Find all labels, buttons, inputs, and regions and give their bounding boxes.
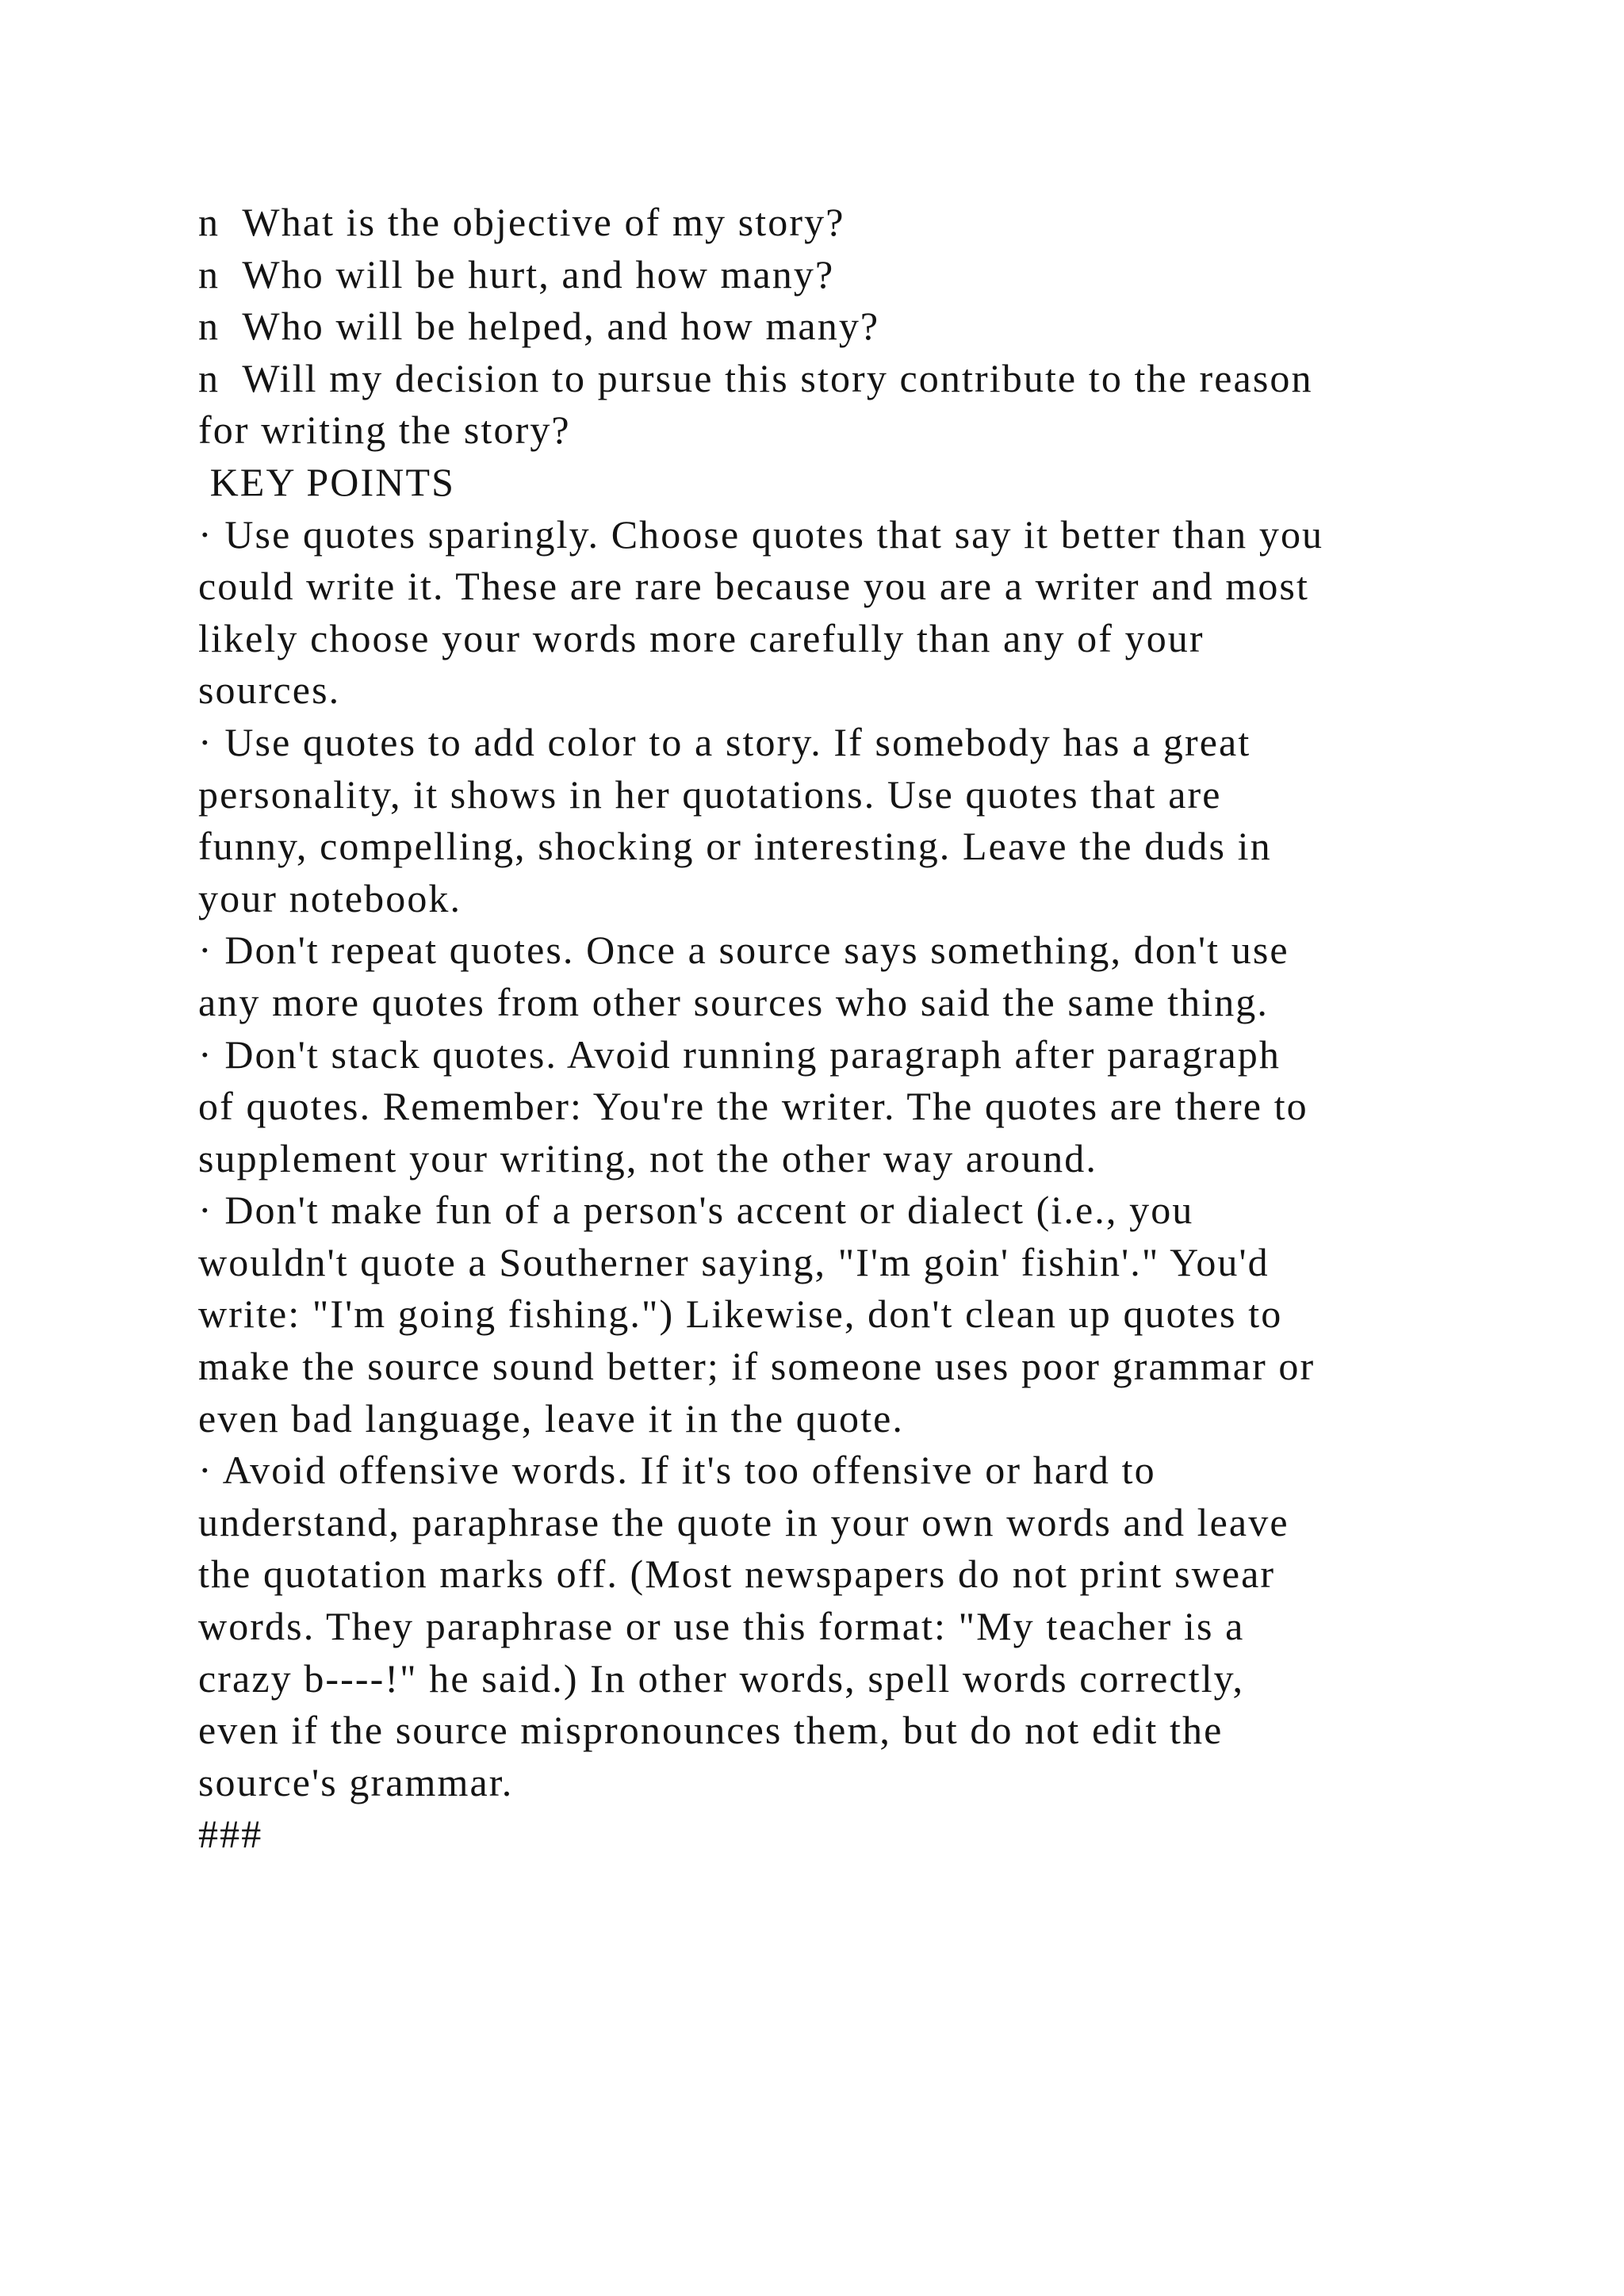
key-point-line: · Use quotes to add color to a story. If somebody has a great: [198, 719, 1251, 764]
key-point-line: source's grammar.: [198, 1759, 514, 1804]
key-point-line: could write it. These are rare because you are a writer and most: [198, 564, 1309, 609]
document-body: [198, 197, 1467, 1861]
key-point-line: any more quotes from other sources who said the same thing.: [198, 979, 1269, 1024]
key-point-line: words. They paraphrase or use this format: "My teacher is a: [198, 1604, 1245, 1649]
key-point-line: your notebook.: [198, 875, 462, 920]
key-point-line: sources.: [198, 668, 341, 713]
key-point-line: · Don't make fun of a person's accent or dialect (i.e., you: [198, 1188, 1194, 1233]
key-point-line: crazy b----!" he said.) In other words, spell words correctly,: [198, 1655, 1245, 1701]
section-heading-key-points: KEY POINTS: [198, 459, 456, 504]
question-item-objective: n What is the objective of my story?: [198, 200, 845, 244]
key-point-line: understand, paraphrase the quote in your own words and leave: [198, 1499, 1289, 1544]
question-item-decision-continued: for writing the story?: [198, 408, 571, 453]
key-point-line: the quotation marks off. (Most newspapers do not print swear: [198, 1552, 1276, 1597]
key-point-line: of quotes. Remember: You're the writer. The quotes are there to: [198, 1084, 1308, 1129]
key-point-line: · Don't repeat quotes. Once a source says something, don't use: [198, 928, 1289, 973]
key-point-line: likely choose your words more carefully than any of your: [198, 615, 1205, 660]
end-marker: ###: [198, 1812, 263, 1857]
key-point-line: personality, it shows in her quotations. Use quotes that are: [198, 771, 1222, 817]
key-point-line: wouldn't quote a Southerner saying, "I'm goin' fishin'." You'd: [198, 1239, 1270, 1284]
key-point-line: · Use quotes sparingly. Choose quotes that say it better than you: [198, 511, 1324, 557]
key-point-line: supplement your writing, not the other way around.: [198, 1135, 1097, 1181]
key-point-line: funny, compelling, shocking or interesting. Leave the duds in: [198, 824, 1272, 869]
key-point-line: even if the source mispronounces them, but do not edit the: [198, 1708, 1224, 1753]
key-point-line: · Don't stack quotes. Avoid running paragraph after paragraph: [198, 1031, 1281, 1077]
key-point-line: · Avoid offensive words. If it's too offensive or hard to: [198, 1448, 1156, 1493]
question-item-helped: n Who will be helped, and how many?: [198, 304, 880, 349]
question-item-hurt: n Who will be hurt, and how many?: [198, 251, 835, 297]
key-point-line: even bad language, leave it in the quote.: [198, 1395, 904, 1441]
key-point-line: make the source sound better; if someone uses poor grammar or: [198, 1344, 1316, 1389]
question-item-decision: n Will my decision to pursue this story contribute to the reason: [198, 355, 1313, 400]
key-point-line: write: "I'm going fishing.") Likewise, don't clean up quotes to: [198, 1292, 1283, 1337]
